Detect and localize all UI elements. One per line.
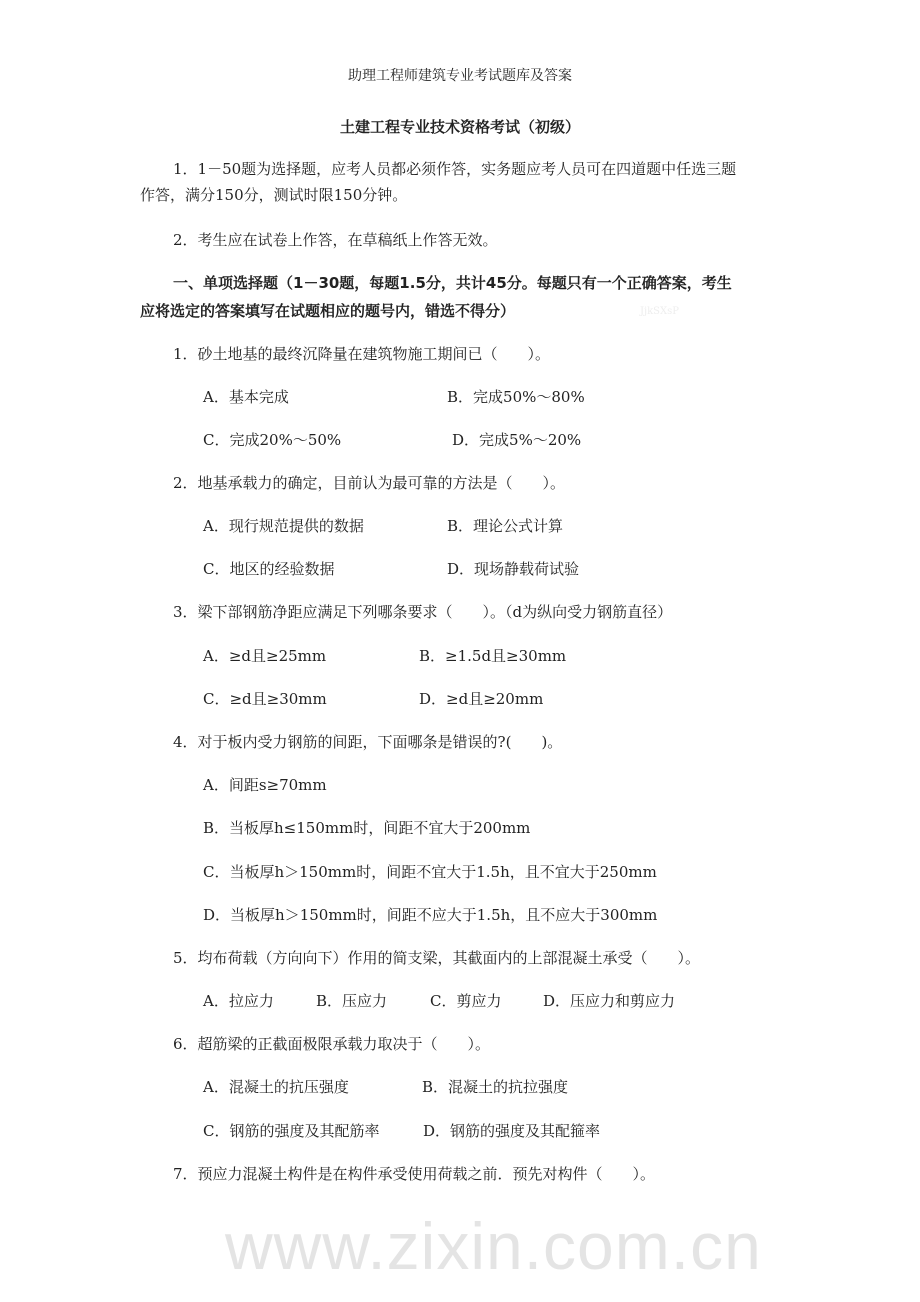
option-d: D．钢筋的强度及其配箍率	[423, 1122, 601, 1140]
option-a: A．混凝土的抗压强度	[203, 1078, 349, 1096]
section-heading-cont: 应将选定的答案填写在试题相应的题号内，错选不得分）	[140, 302, 516, 320]
page-header: 助理工程师建筑专业考试题库及答案	[348, 68, 572, 84]
option-a: A．拉应力	[203, 992, 274, 1010]
question-7: 7．预应力混凝土构件是在构件承受使用荷载之前．预先对构件（ ）。	[173, 1165, 656, 1183]
option-b: B．完成50%～80%	[447, 388, 585, 406]
watermark: www.zixin.com.cn	[225, 1209, 762, 1283]
option-b: B．压应力	[316, 992, 388, 1010]
question-3: 3．梁下部钢筋净距应满足下列哪条要求（ ）。（d为纵向受力钢筋直径）	[173, 603, 673, 621]
section-heading: 一、单项选择题（1－30题，每题1.5分，共计45分。每题只有一个正确答案，考生	[173, 274, 732, 292]
option-b: B．≥1.5d且≥30mm	[419, 647, 567, 665]
question-2: 2．地基承载力的确定，目前认为最可靠的方法是（ ）。	[173, 474, 566, 492]
note-2: 2．考生应在试卷上作答，在草稿纸上作答无效。	[173, 231, 498, 249]
note-1-cont: 作答，满分150分，测试时限150分钟。	[140, 186, 408, 204]
question-6: 6．超筋梁的正截面极限承载力取决于（ ）。	[173, 1035, 491, 1053]
option-a: A．基本完成	[203, 388, 289, 406]
option-a: A．≥d且≥25mm	[203, 647, 327, 665]
option-d: D．完成5%～20%	[452, 431, 582, 449]
faint-mark: JjkSXsP	[640, 306, 679, 317]
option-c: C．钢筋的强度及其配筋率	[203, 1122, 380, 1140]
question-5: 5．均布荷载（方向向下）作用的简支梁，其截面内的上部混凝土承受（ ）。	[173, 949, 701, 967]
option-a: A．现行规范提供的数据	[203, 517, 364, 535]
option-b: B．理论公式计算	[447, 517, 564, 535]
option-d: D．压应力和剪应力	[543, 992, 676, 1010]
option-b: B．混凝土的抗拉强度	[422, 1078, 569, 1096]
option-d: D．现场静载荷试验	[447, 560, 580, 578]
option-c: C．≥d且≥30mm	[203, 690, 327, 708]
option-c: C．完成20%～50%	[203, 431, 342, 449]
note-1: 1．1－50题为选择题，应考人员都必须作答，实务题应考人员可在四道题中任选三题	[173, 160, 737, 178]
question-4: 4．对于板内受力钢筋的间距，下面哪条是错误的?( )。	[173, 733, 563, 751]
option-d: D．≥d且≥20mm	[419, 690, 544, 708]
option-c: C．地区的经验数据	[203, 560, 335, 578]
exam-title: 土建工程专业技术资格考试（初级）	[339, 118, 580, 136]
option-c: C．剪应力	[430, 992, 502, 1010]
option-b: B．当板厚h≤150mm时，间距不宜大于200mm	[203, 819, 531, 837]
question-1: 1．砂土地基的最终沉降量在建筑物施工期间已（ ）。	[173, 345, 551, 363]
option-c: C．当板厚h＞150mm时，间距不宜大于1.5h，且不宜大于250mm	[203, 863, 657, 881]
option-d: D．当板厚h＞150mm时，间距不应大于1.5h，且不应大于300mm	[203, 906, 658, 924]
option-a: A．间距s≥70mm	[203, 776, 327, 794]
